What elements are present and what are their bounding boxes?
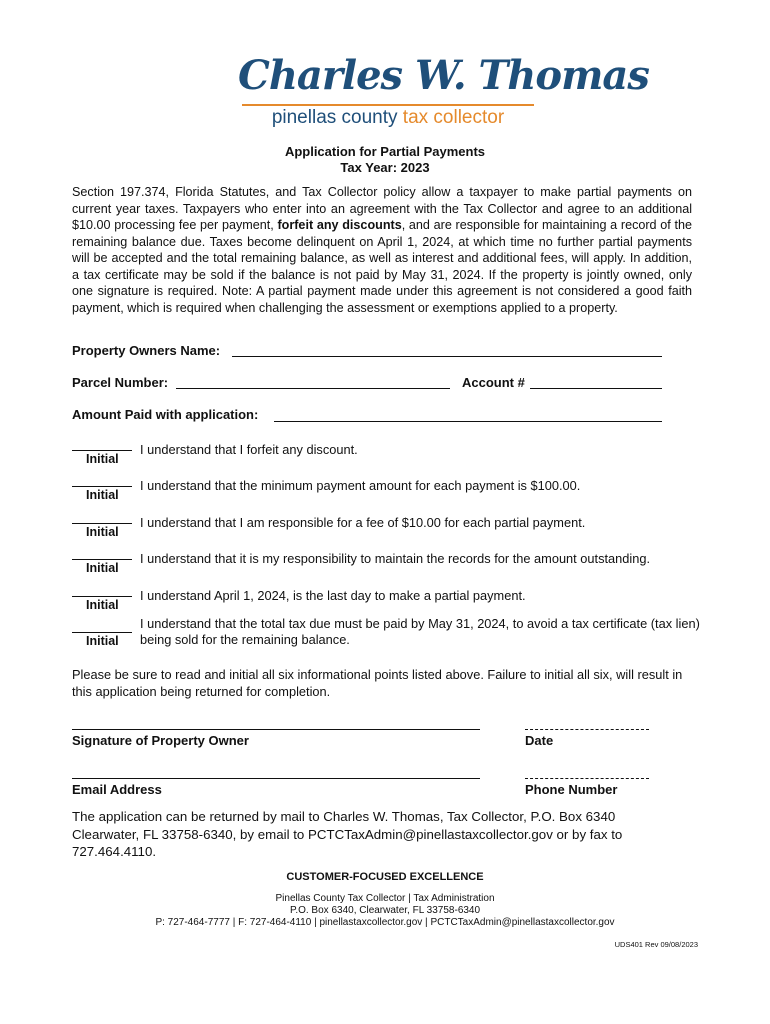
logo-name: Charles W. Thomas [238,52,649,99]
amount-paid-label: Amount Paid with application: [72,407,259,422]
initial-label: Initial [86,561,119,575]
revision-code: UDS401 Rev 09/08/2023 [614,940,698,949]
signature-label: Signature of Property Owner [72,733,249,748]
footer-motto: CUSTOMER-FOCUSED EXCELLENCE [286,871,484,883]
statement-3: I understand that I am responsible for a fee of $10.00 for each partial payment. [140,515,586,530]
email-field[interactable] [72,778,480,779]
intro-bold: forfeit any discounts [277,218,402,232]
statement-4: I understand that it is my responsibility to maintain the records for the amount outstanding. [140,551,651,566]
initial-label: Initial [86,525,119,539]
initial-label: Initial [86,634,119,648]
initial-field-1[interactable] [72,450,132,451]
initial-label: Initial [86,452,119,466]
phone-field[interactable] [525,778,649,779]
logo-subtitle-main: pinellas county [271,107,403,128]
logo-subtitle-accent: tax collector [402,107,505,128]
signature-field[interactable] [72,729,480,730]
intro-paragraph [72,184,692,316]
footer-contact: P: 727-464-7777 | F: 727-464-4110 | pinellastaxcollector.gov | PCTCTaxAdmin@pinellastaxcollector.gov [155,917,615,928]
owner-name-field[interactable] [232,356,662,357]
amount-paid-field[interactable] [274,421,662,422]
phone-label: Phone Number [525,782,618,797]
document-title: Application for Partial Payments [284,144,486,159]
initial-label: Initial [86,488,119,502]
intro-text-2: , and are responsible for maintaining a record of the remaining balance due. Taxes become delinquent on April 1, 2024, at which time no further partial payments will be accepted and the total remaining balance, as well as interest and additional fees, will apply. In addition, a tax certificate may be sold if the balance is not paid by May 31, 2024. If the property is jointly owned, only one signature is required. Note: A partial payment made under this agreement is not considered a good faith payment, which is required when challenging the assessment or exemptions applied to a property. [72,218,692,315]
footer-office: Pinellas County Tax Collector | Tax Administration [275,893,495,904]
initial-field-4[interactable] [72,559,132,560]
footer-address: P.O. Box 6340, Clearwater, FL 33758-6340 [289,905,481,916]
account-label: Account # [462,375,525,390]
statement-2: I understand that the minimum payment amount for each payment is $100.00. [140,478,581,493]
intro-text-1: Section 197.374, Florida Statutes, and Tax Collector policy allow a taxpayer to make partial payments on current year taxes. Taxpayers who enter into an agreement with the Tax Collector and agree to an additional $10.00 processing fee per payment, [72,185,692,232]
tax-year: Tax Year: 2023 [340,160,430,175]
logo [238,52,649,132]
logo-subtitle [238,107,538,129]
date-label: Date [525,733,554,748]
parcel-number-field[interactable] [176,388,450,389]
parcel-number-label: Parcel Number: [72,375,169,390]
statement-5: I understand April 1, 2024, is the last day to make a partial payment. [140,588,526,603]
return-instructions: The application can be returned by mail to Charles W. Thomas, Tax Collector, P.O. Box 6340 Clearwater, FL 33758-6340, by email to PCTCTaxAdmin@pinellastaxcollector.gov or by fax to 727.464.4110. [72,809,623,859]
email-label: Email Address [72,782,162,797]
statement-6: I understand that the total tax due must be paid by May 31, 2024, to avoid a tax certificate (tax lien) being sold for the remaining balance. [140,616,700,647]
owner-name-label: Property Owners Name: [72,343,221,358]
logo-divider [242,104,534,106]
initial-label: Initial [86,598,119,612]
account-field[interactable] [530,388,662,389]
initial-field-6[interactable] [72,632,132,633]
date-field[interactable] [525,729,649,730]
initial-field-5[interactable] [72,596,132,597]
initial-field-3[interactable] [72,523,132,524]
statement-1: I understand that I forfeit any discount. [140,442,358,457]
reminder-paragraph: Please be sure to read and initial all six informational points listed above. Failure to initial all six, will result in this application being returned for completion. [72,667,683,699]
initial-field-2[interactable] [72,486,132,487]
